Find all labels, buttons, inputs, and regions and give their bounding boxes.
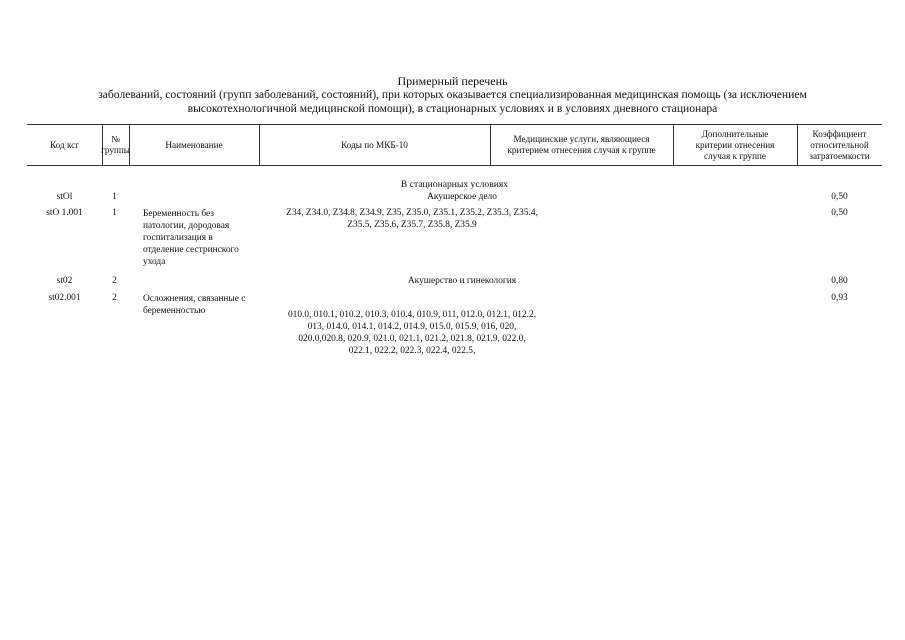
row-mkb-codes <box>262 309 562 357</box>
header-code-label: Код ксг <box>49 139 80 150</box>
row-group: 2 <box>112 276 117 286</box>
header-coef-label: относительной <box>810 139 869 150</box>
row-code: st02.001 <box>48 293 81 303</box>
row-name-line: ухода <box>143 257 166 267</box>
row-code: st02 <box>56 276 73 286</box>
row-name-line: отделение сестринского <box>143 245 239 255</box>
row-coefficient: 0,50 <box>831 192 848 202</box>
header-services <box>490 124 673 166</box>
row-mkb-line: 020.0,020.8, 020.9, 021.0, 021.1, 021.2, 021.8, 021.9, 022.0, <box>298 334 526 344</box>
header-services-label: Медицинские услуги, являющиеся <box>513 134 650 144</box>
row-name-line: беременностью <box>143 306 206 316</box>
row-group: 2 <box>112 293 117 303</box>
title-line-2: заболеваний, состояний (групп заболеваний, состояний), при которых оказывается специализированная медицинская помощь (за исключением <box>98 88 807 101</box>
header-coef-label: затратоемкости <box>809 150 870 161</box>
row-name <box>143 293 259 317</box>
header-mkb <box>259 124 490 166</box>
title-line-3: высокотехнологичной медицинской помощи), в стационарных условиях и в условиях дневного стационара <box>187 102 718 115</box>
row-name-line: Беременность без <box>143 209 214 219</box>
header-coef-label: Коэффициент <box>812 128 867 139</box>
header-coefficient <box>797 124 882 166</box>
row-name <box>143 208 259 268</box>
row-code: stOl <box>56 192 73 202</box>
row-name-line: патологии, дородовая <box>143 221 230 231</box>
header-services-label: критерием отнесения случая к группе <box>507 145 656 155</box>
row-mkb-line: Z34, Z34.0, Z34.8, Z34.9, Z35, Z35.0, Z35.1, Z35.2, Z35.3, Z35.4, <box>286 208 538 218</box>
header-group-no-label: группы <box>101 145 130 155</box>
document-title <box>0 74 905 116</box>
row-mkb-line: Z35.5, Z35.6, Z35.7, Z35.8, Z35.9 <box>347 220 477 230</box>
section-title: В стационарных условиях <box>400 179 509 190</box>
row-mkb-line: 022.1, 022.2, 022.3, 022.4, 022.5, <box>348 346 476 356</box>
row-profile: Акушерское дело <box>427 192 497 202</box>
row-coefficient: 0,93 <box>831 293 848 303</box>
row-mkb-codes <box>262 207 562 231</box>
row-mkb-line: 010.0, 010.1, 010.2, 010.3, 010.4, 010.9, 011, 012.0, 012.1, 012.2, <box>287 310 537 320</box>
title-line-1: Примерный перечень <box>397 74 508 88</box>
header-name <box>129 124 259 166</box>
row-coefficient: 0,80 <box>831 276 848 286</box>
row-name-line: госпитализация в <box>143 233 213 243</box>
header-extra-label: Дополнительные <box>701 128 769 139</box>
header-group-no <box>102 124 129 166</box>
row-group: 1 <box>112 208 117 218</box>
header-group-no-label: № <box>111 134 120 144</box>
row-mkb-line: 013, 014.0, 014.1, 014.2, 014.9, 015.0, 015.9, 016, 020, <box>307 322 517 332</box>
header-code <box>27 124 102 166</box>
header-extra-criteria <box>673 124 797 166</box>
row-code: stO 1.001 <box>46 208 83 218</box>
row-group: 1 <box>112 192 117 202</box>
row-coefficient: 0,50 <box>831 208 848 218</box>
header-mkb-label: Коды по МКБ-10 <box>341 139 408 150</box>
header-name-label: Наименование <box>165 139 223 150</box>
row-profile: Акушерство и гинекология <box>407 276 517 286</box>
header-extra-label: случая к группе <box>704 150 766 161</box>
header-extra-label: критерии отнесения <box>695 139 775 150</box>
row-name-line: Осложнения, связанные с <box>143 294 246 304</box>
